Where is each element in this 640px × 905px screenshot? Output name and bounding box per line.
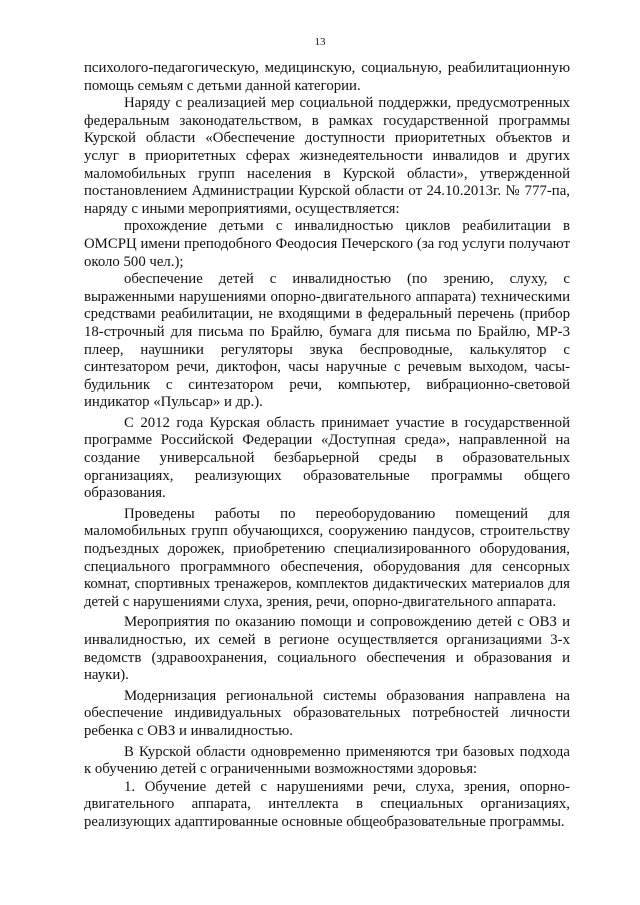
paragraph-three-approaches: В Курской области одновременно применяются три базовых подхода к обучению детей с ограниченными возможностями здоровья: bbox=[84, 743, 570, 778]
paragraph-support-measures: Мероприятия по оказанию помощи и сопровождению детей с ОВЗ и инвалидностью, их семей в регионе осуществляется организациями 3-х ведомств (здравоохранения, социального обеспечения и образования и науки). bbox=[84, 614, 570, 684]
paragraph-approach-1: 1. Обучение детей с нарушениями речи, слуха, зрения, опорно-двигательного аппарата, интеллекта в специальных организациях, реализующих адаптированные основные общеобразовательные программы. bbox=[84, 778, 570, 830]
page-number: 13 bbox=[314, 36, 326, 48]
paragraph-accessible-environment: С 2012 года Курская область принимает участие в государственной программе Российской Федерации «Доступная среда», направленной на создание универсальной безбарьерной среды в образовательных организациях, реализующих образовательные программы общего образования. bbox=[84, 414, 570, 502]
document-body bbox=[84, 60, 570, 832]
paragraph-continuation: психолого-педагогическую, медицинскую, социальную, реабилитационную помощь семьям с детьми данной категории. bbox=[84, 60, 570, 94]
paragraph-reequipment-works: Проведены работы по переоборудованию помещений для маломобильных групп обучающихся, сооружению пандусов, строительству подъездных дорожек, приобретению специализированного оборудования, специального программного обеспечения, оборудования для сенсорных комнат, спортивных тренажеров, комплектов дидактических материалов для детей с нарушениями слуха, зрения, речи, опорно-двигательного аппарата. bbox=[84, 505, 570, 610]
paragraph-modernization: Модернизация региональной системы образования направлена на обеспечение индивидуальных образовательных потребностей личности ребенка с ОВЗ и инвалидностью. bbox=[84, 687, 570, 739]
paragraph-technical-means: обеспечение детей с инвалидностью (по зрению, слуху, с выраженными нарушениями опорно-двигательного аппарата) техническими средствами реабилитации, не входящими в федеральный перечень (прибор 18-строчный для письма по Брайлю, бумага для письма по Брайлю, МР-3 плеер, наушники регуляторы звука беспроводные, калькулятор с синтезатором речи, диктофон, часы наручные с речевым выходом, часы-будильник с синтезатором речи, компьютер, вибрационно-световой индикатор «Пульсар» и др.). bbox=[84, 271, 570, 411]
paragraph-rehabilitation-cycles: прохождение детьми с инвалидностью циклов реабилитации в ОМСРЦ имени преподобного Феодосия Печерского (за год услуги получают около 500 чел.); bbox=[84, 218, 570, 270]
paragraph-state-program: Наряду с реализацией мер социальной поддержки, предусмотренных федеральным законодательством, в рамках государственной программы Курской области «Обеспечение доступности приоритетных объектов и услуг в приоритетных сферах жизнедеятельности инвалидов и других маломобильных групп населения в Курской области», утвержденной постановлением Администрации Курской области от 24.10.2013г. № 777-па, наряду с иными мероприятиями, осуществляется: bbox=[84, 95, 570, 217]
